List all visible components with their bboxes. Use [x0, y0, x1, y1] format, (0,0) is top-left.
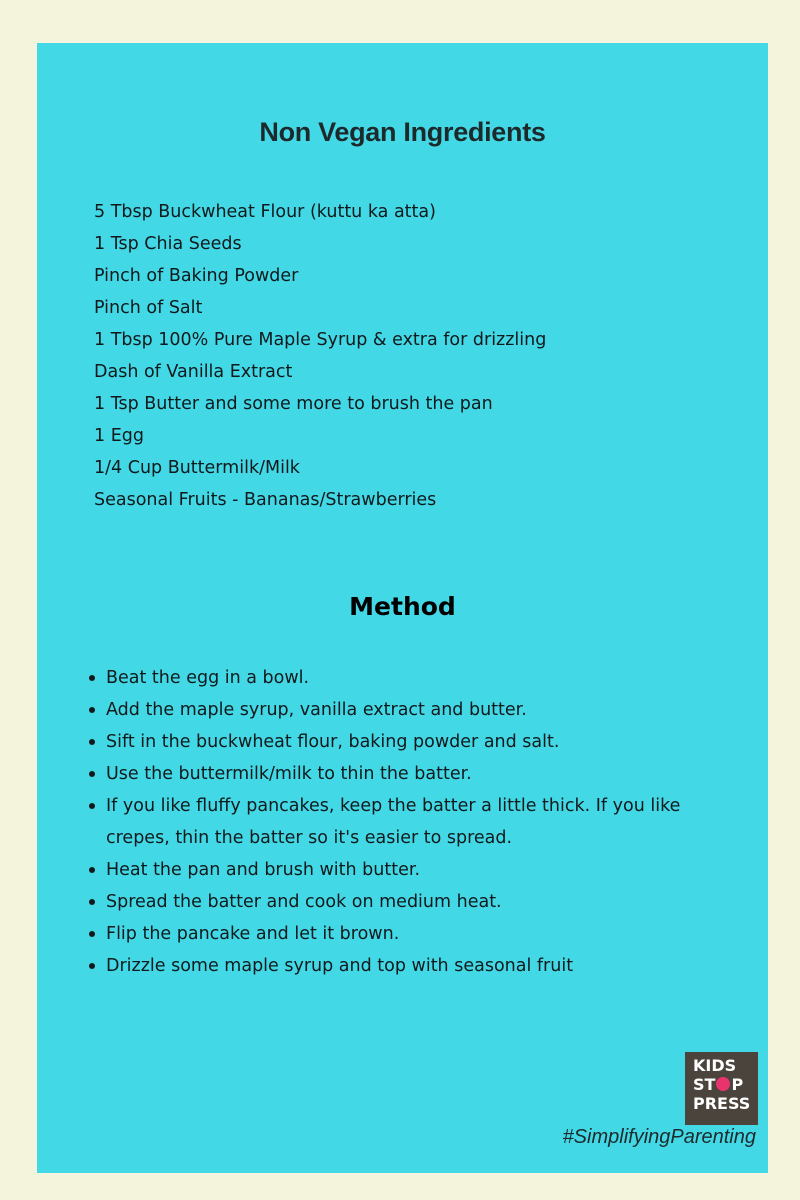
method-step — [89, 694, 739, 726]
method-steps-list — [89, 662, 739, 982]
method-step-text: Spread the batter and cook on medium heat. — [106, 892, 502, 912]
ingredient-item: 5 Tbsp Buckwheat Flour (kuttu ka atta) — [94, 202, 436, 222]
bullet-icon — [89, 867, 95, 873]
bullet-icon — [89, 899, 95, 905]
method-step — [89, 886, 739, 918]
method-step-text: Sift in the buckwheat flour, baking powder and salt. — [106, 732, 560, 752]
bullet-icon — [89, 675, 95, 681]
hashtag-text: #SimplifyingParenting — [562, 1126, 756, 1148]
bullet-icon — [89, 707, 95, 713]
method-step — [89, 758, 739, 790]
ingredient-item: 1 Tbsp 100% Pure Maple Syrup & extra for drizzling — [94, 330, 547, 350]
logo-line-stop: ST P — [693, 1075, 744, 1094]
method-step-text: Use the buttermilk/milk to thin the batter. — [106, 764, 472, 784]
method-step-text: Add the maple syrup, vanilla extract and butter. — [106, 700, 527, 720]
ingredient-item: Pinch of Baking Powder — [94, 266, 299, 286]
bullet-icon — [89, 739, 95, 745]
method-step-text: Drizzle some maple syrup and top with seasonal fruit — [106, 956, 574, 976]
method-step-text: Beat the egg in a bowl. — [106, 668, 310, 688]
ingredient-item: 1 Tsp Chia Seeds — [94, 234, 242, 254]
ingredient-item: 1/4 Cup Buttermilk/Milk — [94, 458, 300, 478]
logo-line-kids: KIDS — [693, 1056, 737, 1075]
ingredient-item: 1 Tsp Butter and some more to brush the pan — [94, 394, 493, 414]
recipe-card — [37, 43, 768, 1173]
ingredients-list — [94, 196, 546, 516]
method-step — [89, 662, 739, 694]
logo-dot-icon — [716, 1077, 730, 1091]
method-step — [89, 790, 739, 854]
method-step — [89, 726, 739, 758]
ingredient-item: Seasonal Fruits - Bananas/Strawberries — [94, 490, 437, 510]
method-step-text: If you like fluffy pancakes, keep the batter a little thick. If you like crepes, thin the batter so it's easier to spread. — [106, 796, 681, 848]
bullet-icon — [89, 931, 95, 937]
ingredient-item: Pinch of Salt — [94, 298, 203, 318]
method-step-text: Flip the pancake and let it brown. — [106, 924, 400, 944]
bullet-icon — [89, 963, 95, 969]
kidsstoppress-logo — [685, 1052, 758, 1125]
ingredient-item: 1 Egg — [94, 426, 144, 446]
bullet-icon — [89, 771, 95, 777]
method-heading: Method — [349, 592, 456, 621]
ingredient-item: Dash of Vanilla Extract — [94, 362, 293, 382]
method-step — [89, 918, 739, 950]
bullet-icon — [89, 803, 95, 809]
method-step-text: Heat the pan and brush with butter. — [106, 860, 421, 880]
method-step — [89, 950, 739, 982]
logo-line-press: PRESS — [693, 1094, 751, 1113]
method-step — [89, 854, 739, 886]
ingredients-heading: Non Vegan Ingredients — [259, 117, 546, 147]
